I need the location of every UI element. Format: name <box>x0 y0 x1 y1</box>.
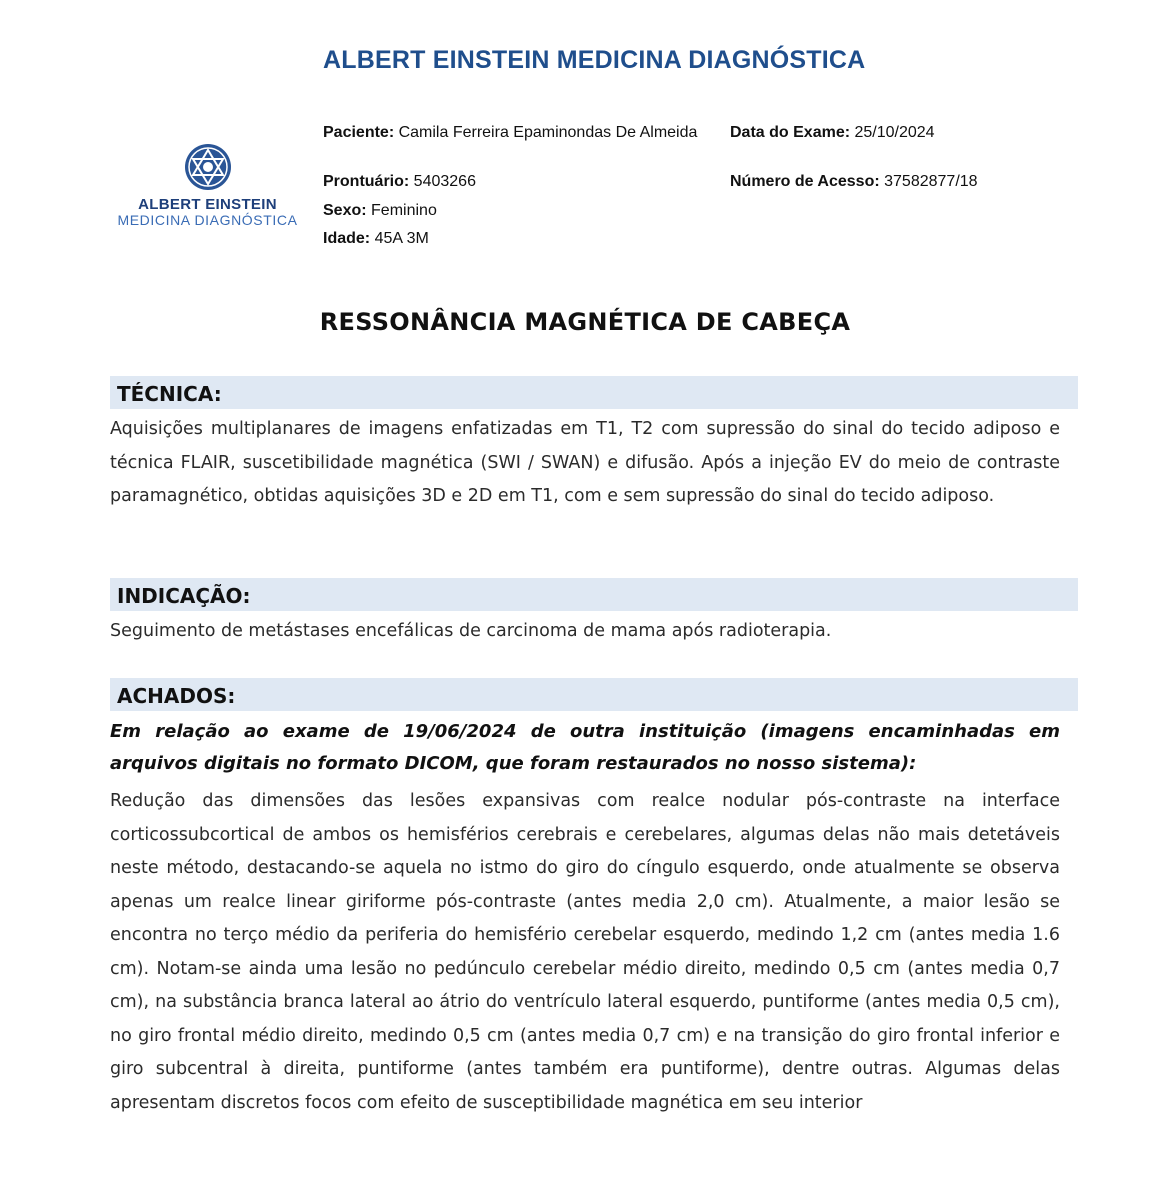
section-heading-indicacao: INDICAÇÃO: <box>110 578 1078 611</box>
exam-date-label: Data do Exame: <box>730 124 851 141</box>
record-value: 5403266 <box>413 173 476 190</box>
patient-name-value: Camila Ferreira Epaminondas De Almeida <box>398 124 698 141</box>
logo-text-line1: ALBERT EINSTEIN <box>138 196 277 213</box>
sex-label: Sexo: <box>323 202 367 219</box>
achados-comparison-text: Em relação ao exame de 19/06/2024 de outra instituição (imagens encaminhadas em arquivos digitais no formato DICOM, que foram restaurados no nosso sistema): <box>110 721 1060 774</box>
age-field <box>323 228 429 250</box>
section-heading-achados: ACHADOS: <box>110 678 1078 711</box>
exam-date-value: 25/10/2024 <box>854 124 935 141</box>
patient-name-label: Paciente: <box>323 124 395 141</box>
sex-value: Feminino <box>371 202 437 219</box>
exam-date-field <box>730 122 935 144</box>
age-value: 45A 3M <box>374 230 429 247</box>
exam-title: RESSONÂNCIA MAGNÉTICA DE CABEÇA <box>319 308 851 336</box>
star-of-life-logo-icon <box>183 142 233 192</box>
org-title: ALBERT EINSTEIN MEDICINA DIAGNÓSTICA <box>323 46 866 74</box>
age-label: Idade: <box>323 230 371 247</box>
sex-field <box>323 200 437 222</box>
record-label: Prontuário: <box>323 173 410 190</box>
access-number-label: Número de Acesso: <box>730 173 880 190</box>
patient-name-field <box>323 122 713 144</box>
einstein-logo <box>115 142 300 232</box>
access-number-field <box>730 171 978 193</box>
record-field <box>323 171 476 193</box>
tecnica-text: Aquisições multiplanares de imagens enfatizadas em T1, T2 com supressão do sinal do tecido adiposo e técnica FLAIR, suscetibilidade magnética (SWI / SWAN) e difusão. Após a injeção EV do meio de contraste paramagnético, obtidas aquisições 3D e 2D em T1, com e sem supressão do sinal do tecido adiposo. <box>110 419 1060 506</box>
section-heading-tecnica: TÉCNICA: <box>110 376 1078 409</box>
achados-text: Redução das dimensões das lesões expansivas com realce nodular pós-contraste na interface corticossubcortical de ambos os hemisférios cerebrais e cerebelares, algumas delas não mais detetáveis neste método, destacando-se aquela no istmo do giro do cíngulo esquerdo, onde atualmente se observa apenas um realce linear giriforme pós-contraste (antes media 2,0 cm). Atualmente, a maior lesão se encontra no terço médio da periferia do hemisfério cerebelar esquerdo, medindo 1,2 cm (antes media 1.6 cm). Notam-se ainda uma lesão no pedúnculo cerebelar médio direito, medindo 0,5 cm (antes media 0,7 cm), na substância branca lateral ao átrio do ventrículo lateral esquerdo, puntiforme (antes media 0,5 cm), no giro frontal médio direito, medindo 0,5 cm (antes media 0,7 cm) e na transição do giro frontal inferior e giro subcentral à direita, puntiforme (antes também era puntiforme), dentre outras. Algumas delas apresentam discretos focos com efeito de susceptibilidade magnética em seu interior <box>110 791 1060 1113</box>
access-number-value: 37582877/18 <box>884 173 978 190</box>
logo-text-line2: MEDICINA DIAGNÓSTICA <box>117 212 298 228</box>
indicacao-text: Seguimento de metástases encefálicas de carcinoma de mama após radioterapia. <box>110 621 832 641</box>
